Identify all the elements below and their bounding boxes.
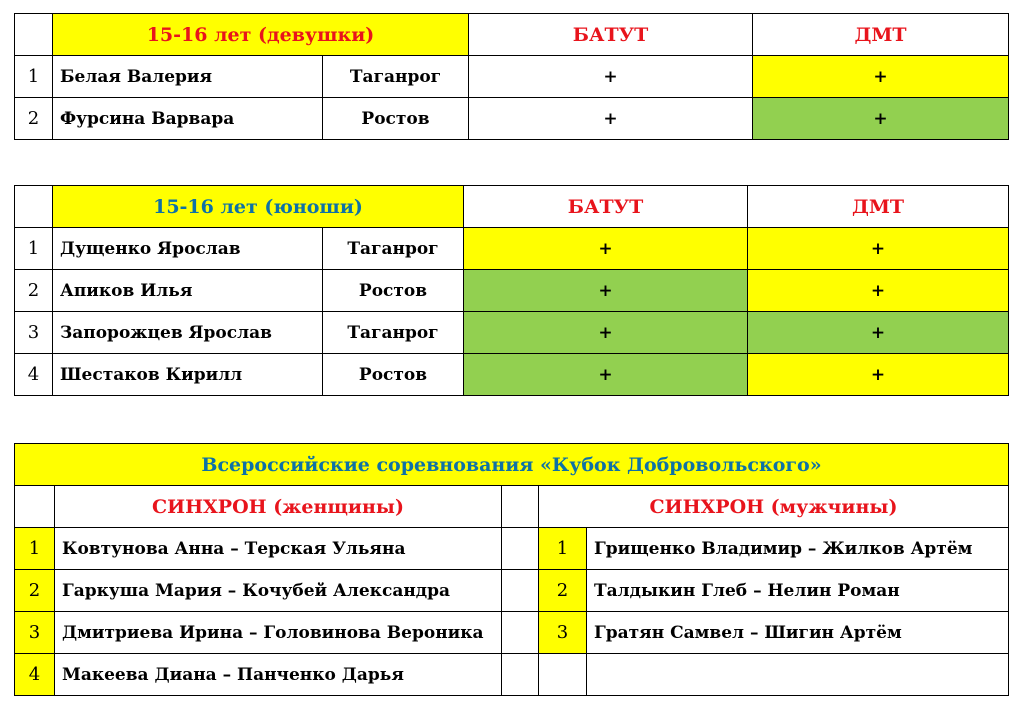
competition-title: Всероссийские соревнования «Кубок Добровольского»: [15, 444, 1009, 486]
table-row: [15, 312, 1009, 354]
table-row: [15, 570, 1009, 612]
table-row: [15, 654, 1009, 696]
athlete-city: Таганрог: [323, 228, 464, 270]
women-row-number: 3: [15, 612, 55, 654]
batut-mark: +: [464, 228, 748, 270]
row-number: 2: [15, 270, 53, 312]
women-row-number: 2: [15, 570, 55, 612]
table-row: [15, 270, 1009, 312]
athlete-name: Запорожцев Ярослав: [53, 312, 323, 354]
synchro-header-row: [15, 486, 1009, 528]
row-number: 1: [15, 56, 53, 98]
batut-header: БАТУТ: [469, 14, 753, 56]
table-row: [15, 228, 1009, 270]
table-row: [15, 354, 1009, 396]
dmt-mark: +: [748, 270, 1009, 312]
num-header-cell: [15, 186, 53, 228]
table-row: [15, 56, 1009, 98]
dmt-mark: +: [753, 98, 1009, 140]
group-title: 15-16 лет (юноши): [53, 186, 464, 228]
men-row-number: 1: [539, 528, 587, 570]
row-number: 4: [15, 354, 53, 396]
dmt-mark: +: [748, 228, 1009, 270]
spacer-cell: [502, 528, 539, 570]
dmt-mark: +: [748, 354, 1009, 396]
batut-header: БАТУТ: [464, 186, 748, 228]
athlete-name: Дущенко Ярослав: [53, 228, 323, 270]
batut-mark: +: [469, 56, 753, 98]
spacer-cell: [502, 612, 539, 654]
spacer-cell: [502, 570, 539, 612]
competition-title-row: [15, 444, 1009, 486]
synchro-table: [14, 443, 1009, 696]
synchro-men-header: СИНХРОН (мужчины): [539, 486, 1009, 528]
women-pair: Ковтунова Анна – Терская Ульяна: [55, 528, 502, 570]
dmt-header: ДМТ: [748, 186, 1009, 228]
table-row: [15, 528, 1009, 570]
group-title: 15-16 лет (девушки): [53, 14, 469, 56]
athlete-city: Ростов: [323, 354, 464, 396]
athlete-name: Фурсина Варвара: [53, 98, 323, 140]
synchro-women-header: СИНХРОН (женщины): [55, 486, 502, 528]
athlete-city: Ростов: [323, 270, 464, 312]
batut-mark: +: [464, 270, 748, 312]
table-row: [15, 98, 1009, 140]
women-pair: Гаркуша Мария – Кочубей Александра: [55, 570, 502, 612]
men-row-number: 2: [539, 570, 587, 612]
batut-mark: +: [464, 354, 748, 396]
batut-mark: +: [469, 98, 753, 140]
athlete-name: Шестаков Кирилл: [53, 354, 323, 396]
men-pair-empty: [587, 654, 1009, 696]
num-header-cell: [15, 486, 55, 528]
dmt-mark: +: [748, 312, 1009, 354]
men-pair: Грищенко Владимир – Жилков Артём: [587, 528, 1009, 570]
women-row-number: 1: [15, 528, 55, 570]
girls-15-16-table: [14, 13, 1009, 140]
num-header-cell: [15, 14, 53, 56]
athlete-city: Таганрог: [323, 56, 469, 98]
men-row-number-empty: [539, 654, 587, 696]
dmt-header: ДМТ: [753, 14, 1009, 56]
athlete-city: Ростов: [323, 98, 469, 140]
spacer-cell: [502, 654, 539, 696]
batut-mark: +: [464, 312, 748, 354]
dmt-mark: +: [753, 56, 1009, 98]
table-header-row: [15, 186, 1009, 228]
athlete-name: Белая Валерия: [53, 56, 323, 98]
men-pair: Талдыкин Глеб – Нелин Роман: [587, 570, 1009, 612]
athlete-city: Таганрог: [323, 312, 464, 354]
men-row-number: 3: [539, 612, 587, 654]
women-row-number: 4: [15, 654, 55, 696]
women-pair: Макеева Диана – Панченко Дарья: [55, 654, 502, 696]
spacer-cell: [502, 486, 539, 528]
table-row: [15, 612, 1009, 654]
table-header-row: [15, 14, 1009, 56]
women-pair: Дмитриева Ирина – Головинова Вероника: [55, 612, 502, 654]
row-number: 1: [15, 228, 53, 270]
men-pair: Гратян Самвел – Шигин Артём: [587, 612, 1009, 654]
row-number: 2: [15, 98, 53, 140]
row-number: 3: [15, 312, 53, 354]
athlete-name: Апиков Илья: [53, 270, 323, 312]
boys-15-16-table: [14, 185, 1009, 396]
